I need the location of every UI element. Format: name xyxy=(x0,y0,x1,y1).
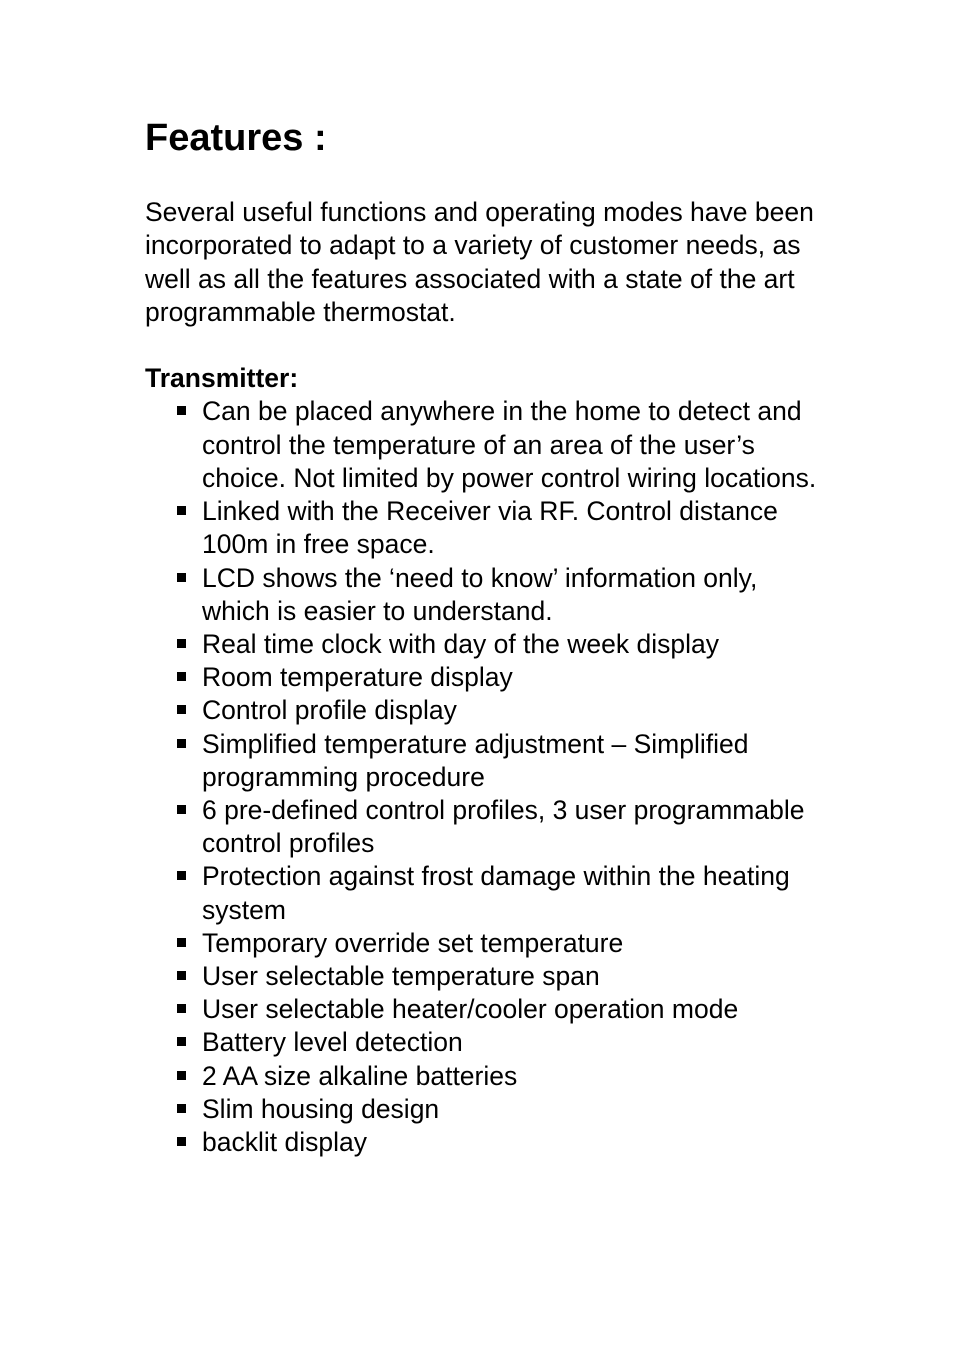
list-item-text: Room temperature display xyxy=(202,662,513,693)
list-item-text: Battery level detection xyxy=(202,1027,463,1058)
square-bullet-icon xyxy=(177,938,186,947)
square-bullet-icon xyxy=(177,1071,186,1080)
list-item-text: Simplified temperature adjustment – Simplified programming procedure xyxy=(202,728,749,792)
list-item xyxy=(145,993,825,1026)
list-item xyxy=(145,562,825,628)
list-item-text: Real time clock with day of the week display xyxy=(202,628,719,659)
feature-list xyxy=(145,395,825,1159)
list-item-text: User selectable heater/cooler operation mode xyxy=(202,994,739,1025)
list-item xyxy=(145,927,825,960)
list-item xyxy=(145,1026,825,1059)
square-bullet-icon xyxy=(177,506,186,515)
list-item-text: backlit display xyxy=(202,1126,367,1157)
square-bullet-icon xyxy=(177,739,186,748)
section-heading-transmitter: Transmitter: xyxy=(145,363,299,394)
square-bullet-icon xyxy=(177,971,186,980)
square-bullet-icon xyxy=(177,1137,186,1146)
square-bullet-icon xyxy=(177,805,186,814)
list-item xyxy=(145,661,825,694)
list-item-text: 6 pre-defined control profiles, 3 user programmable control profiles xyxy=(202,794,805,859)
list-item xyxy=(145,495,825,561)
list-item-text: LCD shows the ‘need to know’ information only, which is easier to understand. xyxy=(202,562,758,626)
list-item xyxy=(145,728,825,794)
intro-paragraph: Several useful functions and operating modes have been incorporated to adapt to a variety of customer needs, as well as all the features associated with a state of the art programmable thermostat. xyxy=(145,197,814,327)
square-bullet-icon xyxy=(177,1004,186,1013)
list-item xyxy=(145,794,825,860)
square-bullet-icon xyxy=(177,871,186,880)
list-item-text: User selectable temperature span xyxy=(202,960,600,991)
list-item xyxy=(145,960,825,993)
square-bullet-icon xyxy=(177,672,186,681)
square-bullet-icon xyxy=(177,705,186,714)
list-item xyxy=(145,1126,825,1159)
list-item xyxy=(145,628,825,661)
list-item xyxy=(145,860,825,926)
list-item-text: Can be placed anywhere in the home to detect and control the temperature of an area of the user’s choice. Not limited by power control wiring locations. xyxy=(202,396,817,493)
square-bullet-icon xyxy=(177,406,186,415)
square-bullet-icon xyxy=(177,1037,186,1046)
list-item xyxy=(145,694,825,727)
list-item xyxy=(145,1093,825,1126)
list-item-text: Linked with the Receiver via RF. Control distance 100m in free space. xyxy=(202,496,778,560)
page-title: Features : xyxy=(145,117,327,159)
list-item-text: Control profile display xyxy=(202,695,457,726)
list-item-text: 2 AA size alkaline batteries xyxy=(202,1060,518,1091)
list-item-text: Slim housing design xyxy=(202,1093,440,1124)
square-bullet-icon xyxy=(177,639,186,648)
list-item xyxy=(145,1060,825,1093)
list-item-text: Temporary override set temperature xyxy=(202,927,624,958)
square-bullet-icon xyxy=(177,573,186,582)
list-item xyxy=(145,395,825,495)
square-bullet-icon xyxy=(177,1104,186,1113)
list-item-text: Protection against frost damage within the heating system xyxy=(202,861,790,925)
document-page xyxy=(145,112,825,1159)
